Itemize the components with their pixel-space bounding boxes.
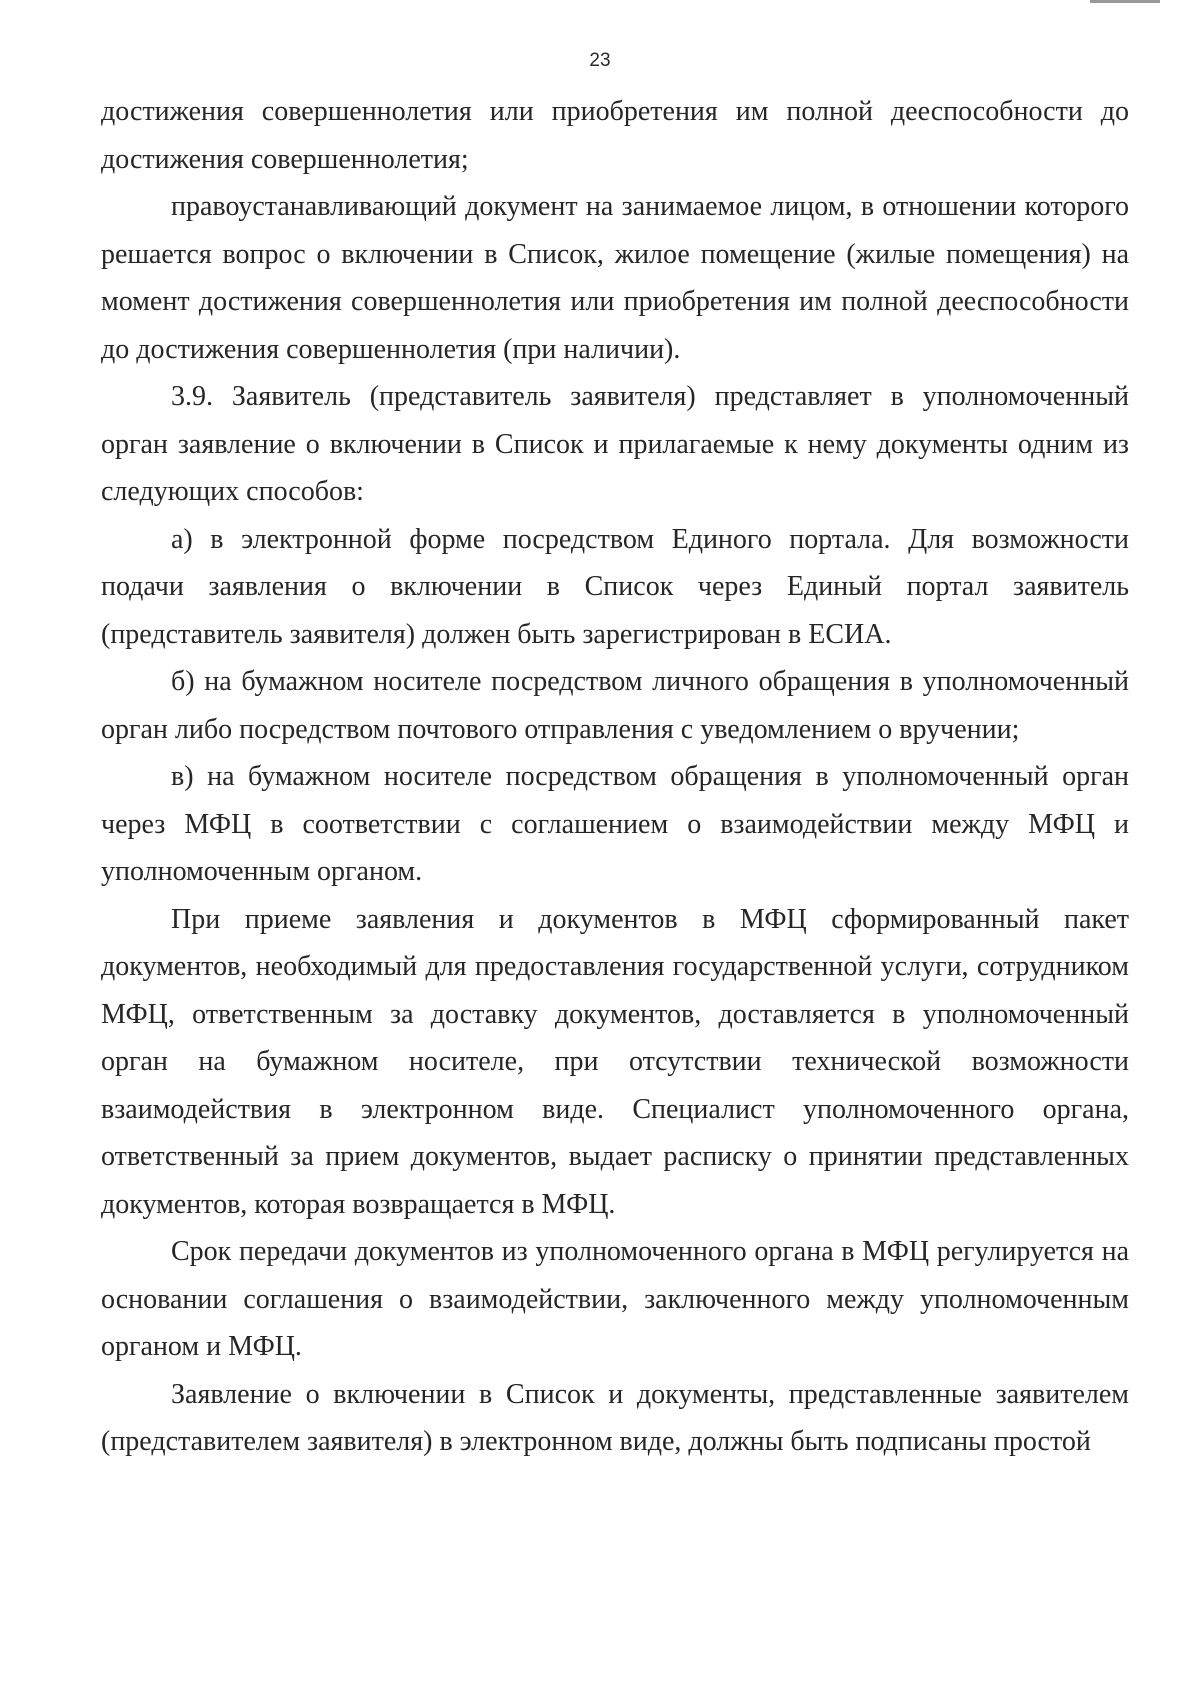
paragraph-transfer-term: Срок передачи документов из уполномоченного органа в МФЦ регулируется на основании соглашения о взаимодействии, заключенного между уполномоченным органом и МФЦ. — [101, 1236, 1129, 1362]
paragraph-mfc-reception: При приеме заявления и документов в МФЦ сформированный пакет документов, необходимый для предоставления государственной услуги, сотрудником МФЦ, ответственным за доставку документов, доставляется в уполномоченный орган на бумажном носителе, при отсутствии технической возможности взаимодействия в электронном виде. Специалист уполномоченного органа, ответственный за прием документов, выдает расписку о принятии представленных документов, которая возвращается в МФЦ. — [101, 903, 1129, 1220]
paragraph-title-document: правоустанавливающий документ на занимаемое лицом, в отношении которого решается вопрос о включении в Список, жилое помещение (жилые помещения) на момент достижения совершеннолетия или приобретения им полной дееспособности до достижения совершеннолетия (при наличии). — [101, 191, 1129, 365]
paragraph-item-v: в) на бумажном носителе посредством обращения в уполномоченный орган через МФЦ в соответствии с соглашением о взаимодействии между МФЦ и уполномоченным органом. — [101, 761, 1129, 887]
paragraph-electronic-signature: Заявление о включении в Список и документы, представленные заявителем (представителем заявителя) в электронном виде, должны быть подписаны простой — [101, 1378, 1129, 1457]
document-body — [101, 88, 1129, 1466]
paragraph-item-b: б) на бумажном носителе посредством личного обращения в уполномоченный орган либо посредством почтового отправления с уведомлением о вручении; — [101, 666, 1129, 745]
paragraph-item-a: а) в электронной форме посредством Единого портала. Для возможности подачи заявления о включении в Список через Единый портал заявитель (представитель заявителя) должен быть зарегистрирован в ЕСИА. — [101, 523, 1129, 650]
paragraph-3-9: 3.9. Заявитель (представитель заявителя) представляет в уполномоченный орган заявление о включении в Список и прилагаемые к нему документы одним из следующих способов: — [101, 381, 1129, 507]
scan-corner-mark — [1090, 0, 1160, 3]
paragraph-continuation: достижения совершеннолетия или приобретения им полной дееспособности до достижения совершеннолетия; — [101, 96, 1129, 175]
page-number: 23 — [589, 50, 611, 71]
